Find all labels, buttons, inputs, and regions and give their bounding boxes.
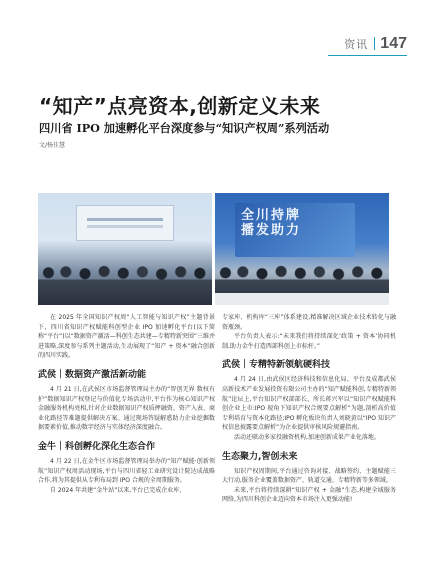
article-title: “知产”点亮资本,创新定义未来: [39, 94, 321, 118]
page-number: 147: [380, 35, 407, 52]
article-byline: 文/杨佳慧: [39, 142, 66, 149]
section-paragraph: 活动还联动多家投融资机构,加速创新成果产业化落地。: [234, 433, 380, 441]
section-paragraph: 未来,平台将持续深耕“知识产权 + 金融”生态,构建全域服务网络,为四川科创企业迈向资本市场注入更强动能!: [222, 486, 396, 504]
speaker-table: [215, 293, 389, 305]
section-paragraph: 自 2024 年共建“金牛站”以来,平台已完成企业库、: [50, 486, 186, 494]
body-paragraph: 专家库、机构库“三库”体系建设,精准解决区域企业技术转化与融资瓶颈。: [222, 314, 396, 331]
body-column-left: [38, 313, 215, 495]
screen-text: 全川持牌 播发助力: [241, 208, 302, 238]
header-separator: [374, 37, 375, 50]
section-heading-jinniu: 金牛｜科创孵化深化生态合作: [38, 441, 156, 452]
section-paragraph: 4 月 21 日,在武侯区市场监督管理局主办的“智创无界 数权有护”数据知识产权登记与价值化专场活动中,平台作为核心知识产权金融服务机构亮相,针对企业数据知识产权质押融资、资产入表、商业化路径等难题提供解决方案。通过现场答疑解惑助力企业挖掘数据要素价值,推动数字经济与实体经济深度融合。: [38, 385, 215, 432]
body-paragraph: 平台负责人表示:“未来我们将持续深化‘政策 + 资本’协同机制,助力金牛打造西部科创上市标杆。”: [222, 333, 396, 350]
section-paragraph: 4 月 24 日,由武侯区经济科技和信息化局、平台及成都武侯高新技术产业发展投资有限公司主办的“知产赋能科创,专精特新领航”论坛上,平台知识产权部部长、所长蒋兴军以“知识产权赋能科创企业上市:IPO 视角下知识产权合规要点解析”为题,剖析高价值专利培育与资本化路径;IPO 孵化板块负责人刘晓黄以“IPO 知识产权信息披露要点解析”为企业提供审核风险规避指南。: [222, 376, 396, 432]
stage-screen: [76, 205, 174, 241]
section-heading-ecosystem: 生态聚力,智创未来: [222, 451, 298, 462]
section-paragraph: 知识产权周期间,平台通过咨询对接、战略签约、主题赋能三大行动,服务企业覆盖数据资产、轨道交通、专精特新等多领域。: [222, 467, 396, 485]
event-photo-conference: [38, 193, 212, 305]
event-photo-forum: [215, 193, 389, 305]
section-heading-wuhou-tech: 武侯｜专精特新领航硬科技: [222, 360, 331, 371]
section-heading-wuhou-data: 武侯｜数据资产激活新动能: [38, 369, 147, 380]
section-paragraph: 4 月 22 日,在金牛区市场监督管理局举办的“知产赋能·创新领航”知识产权周活动现场,平台与四川省轻工业研究设计院达成战略合作,将为其提供从专利布局到 IPO 合规的全周期服务。: [38, 457, 215, 485]
article-subtitle: 四川省 IPO 加速孵化平台深度参与“知识产权周”系列活动: [39, 121, 330, 135]
stage-screen: [235, 203, 355, 257]
header-rule: [328, 55, 407, 56]
section-name: 资讯: [344, 38, 369, 51]
intro-paragraph: 在 2025 年全国知识产权周“人工智能与知识产权”主题背景下，四川省知识产权赋能科创型企业 IPO 加速孵化平台(以下简称“平台”)以“数据资产激活—科创生态共建—专精特新突围”三维并进策略,深度参与系列主题活动,生动展现了“知产 + 资本”融合创新的四川实践。: [38, 314, 215, 360]
audience: [38, 259, 212, 305]
page-header: [344, 34, 407, 52]
body-column-right: [222, 313, 396, 505]
